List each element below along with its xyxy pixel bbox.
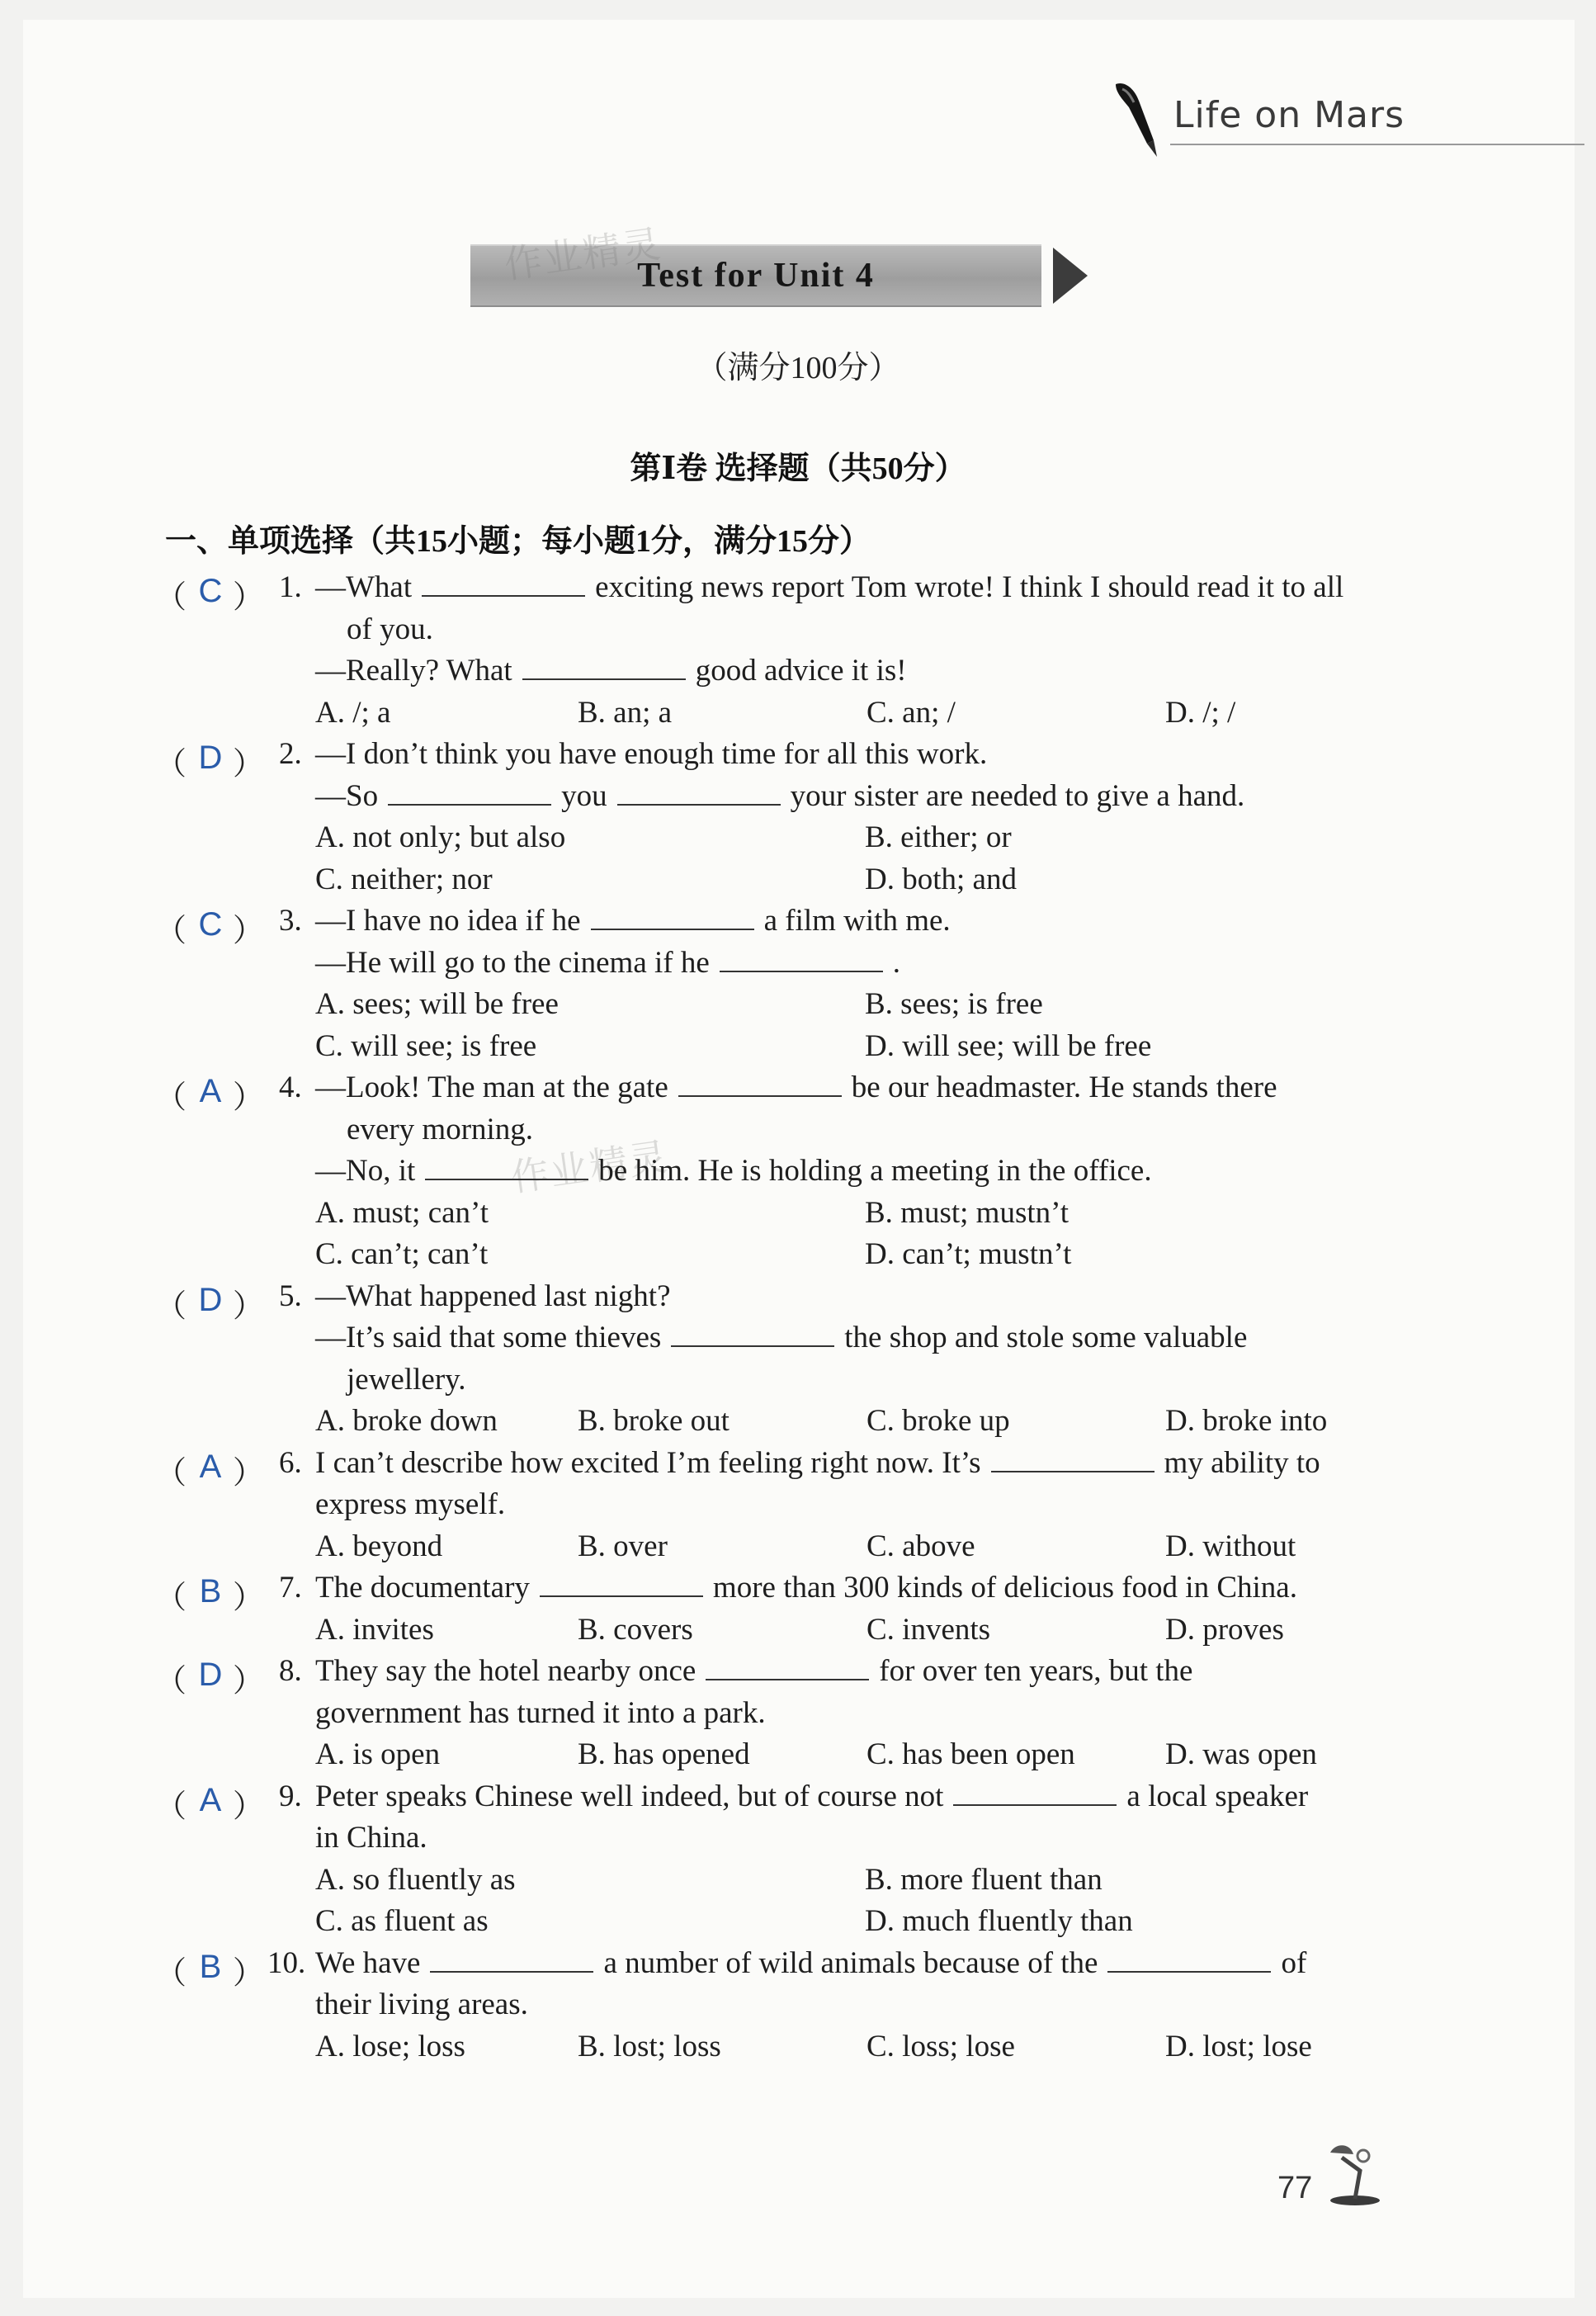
question-text: good advice it is! bbox=[695, 654, 907, 688]
question-text: in China. bbox=[315, 1821, 427, 1855]
answer-blank bbox=[422, 570, 585, 597]
question-number: 4. bbox=[279, 1071, 302, 1104]
answer-blank bbox=[678, 1071, 842, 1097]
question-line bbox=[315, 903, 951, 939]
question-text: —He will go to the cinema if he bbox=[315, 945, 710, 980]
question-text: —What bbox=[315, 570, 413, 604]
option-a: A. is open bbox=[315, 1737, 441, 1771]
answer-blank bbox=[1107, 1946, 1271, 1973]
question-text: —Really? What bbox=[315, 654, 512, 688]
option-c: C. invents bbox=[866, 1612, 991, 1647]
answer-letter: B bbox=[199, 1573, 222, 1609]
answer-paren-open: （ bbox=[155, 1080, 187, 1115]
option-b: B. sees; is free bbox=[865, 987, 1043, 1021]
option-d: D. proves bbox=[1165, 1612, 1284, 1647]
question-line bbox=[347, 1112, 533, 1148]
answer-blank bbox=[430, 1946, 593, 1973]
option-b: B. broke out bbox=[578, 1404, 730, 1438]
option-d: D. /; / bbox=[1165, 695, 1236, 730]
answer-blank bbox=[388, 779, 551, 806]
question-text: your sister are needed to give a hand. bbox=[790, 778, 1245, 813]
question-text: . bbox=[892, 945, 901, 980]
question-line bbox=[315, 1987, 528, 2023]
answer-blank bbox=[953, 1780, 1117, 1806]
option-c: C. will see; is free bbox=[315, 1028, 537, 1063]
question-number: 9. bbox=[279, 1779, 302, 1813]
question-text: for over ten years, but the bbox=[879, 1654, 1193, 1688]
question-text: of bbox=[1281, 1945, 1307, 1980]
page-header bbox=[1106, 79, 1584, 154]
desk-lamp-icon bbox=[1322, 2141, 1388, 2207]
fountain-pen-icon bbox=[1106, 79, 1164, 160]
watermark: 作业精灵 bbox=[501, 220, 665, 288]
answer-paren-close: ） bbox=[233, 1288, 265, 1324]
answer-blank bbox=[591, 904, 754, 930]
answer-paren-open: （ bbox=[155, 1581, 187, 1615]
question-line bbox=[315, 1153, 1152, 1189]
option-d: D. can’t; mustn’t bbox=[865, 1237, 1072, 1271]
question-text: —I don’t think you have enough time for all this work. bbox=[315, 737, 988, 771]
question-line bbox=[315, 1486, 505, 1523]
question-line bbox=[315, 778, 1244, 815]
question-text: —It’s said that some thieves bbox=[315, 1321, 662, 1354]
question-line bbox=[315, 653, 907, 689]
option-a: A. must; can’t bbox=[315, 1195, 489, 1230]
option-b: B. over bbox=[578, 1529, 668, 1563]
answer-paren-close: ） bbox=[233, 1455, 265, 1491]
option-b: B. has opened bbox=[578, 1737, 750, 1771]
answer-letter: D bbox=[198, 1281, 223, 1318]
option-c: C. loss; lose bbox=[866, 2029, 1015, 2063]
answer-letter: C bbox=[198, 573, 223, 609]
answer-paren-close: ） bbox=[233, 580, 265, 615]
option-c: C. neither; nor bbox=[315, 862, 493, 896]
answer-letter: A bbox=[199, 1073, 222, 1109]
question-number: 8. bbox=[279, 1654, 302, 1688]
question-text: every morning. bbox=[347, 1112, 534, 1146]
question-text: be our headmaster. He stands there bbox=[851, 1071, 1277, 1104]
answer-blank bbox=[706, 1654, 869, 1680]
answer-blank bbox=[991, 1446, 1155, 1472]
question-text: of you. bbox=[347, 612, 433, 646]
header-rule bbox=[1170, 144, 1584, 145]
question-text: you bbox=[561, 778, 607, 813]
option-d: D. much fluently than bbox=[865, 1904, 1133, 1938]
question-text: their living areas. bbox=[315, 1988, 528, 2021]
answer-letter: D bbox=[198, 1657, 223, 1693]
test-title: Test for Unit 4 bbox=[637, 257, 875, 295]
question-number: 10. bbox=[267, 1945, 306, 1980]
option-b: B. an; a bbox=[578, 695, 673, 730]
question-text: —So bbox=[315, 778, 379, 813]
answer-paren-close: ） bbox=[233, 914, 265, 948]
question-text: a film with me. bbox=[763, 904, 951, 938]
option-c: C. as fluent as bbox=[315, 1904, 489, 1938]
question-number: 6. bbox=[279, 1445, 302, 1480]
answer-paren-close: ） bbox=[233, 1955, 265, 1991]
header-title: Life on Mars bbox=[1173, 94, 1405, 136]
answer-blank bbox=[425, 1154, 588, 1180]
question-line bbox=[315, 1945, 1306, 1982]
answer-paren-close: ） bbox=[233, 747, 265, 782]
option-d: D. lost; lose bbox=[1165, 2029, 1312, 2063]
answer-paren-open: （ bbox=[155, 580, 187, 615]
option-d: D. will see; will be free bbox=[865, 1028, 1152, 1063]
banner-arrow-icon bbox=[1053, 248, 1088, 304]
question-text: government has turned it into a park. bbox=[315, 1695, 766, 1730]
question-line bbox=[347, 1362, 466, 1398]
answer-paren-close: ） bbox=[233, 1080, 265, 1115]
option-c: C. an; / bbox=[866, 695, 956, 730]
question-text: I can’t describe how excited I’m feeling right now. It’s bbox=[315, 1445, 981, 1480]
option-c: C. has been open bbox=[866, 1737, 1075, 1771]
question-text: a number of wild animals because of the bbox=[603, 1945, 1098, 1980]
question-text: exciting news report Tom wrote! I think I should read it to all bbox=[595, 570, 1344, 604]
answer-blank bbox=[522, 654, 686, 680]
page-number: 77 bbox=[1277, 2171, 1313, 2205]
question-text: —Look! The man at the gate bbox=[315, 1071, 668, 1104]
question-line bbox=[347, 612, 433, 648]
option-a: A. beyond bbox=[315, 1529, 443, 1563]
question-line bbox=[315, 1653, 1192, 1690]
question-line bbox=[315, 945, 900, 981]
answer-blank bbox=[617, 779, 781, 806]
question-line bbox=[315, 1445, 1320, 1482]
question-text: We have bbox=[315, 1945, 421, 1980]
question-number: 3. bbox=[279, 904, 302, 938]
answer-paren-open: （ bbox=[155, 1288, 187, 1324]
option-b: B. lost; loss bbox=[578, 2029, 721, 2063]
option-c: C. broke up bbox=[866, 1404, 1010, 1438]
question-line bbox=[315, 1695, 766, 1732]
question-number: 1. bbox=[279, 570, 302, 604]
option-d: D. was open bbox=[1165, 1737, 1317, 1771]
question-line bbox=[315, 1779, 1308, 1815]
answer-paren-close: ） bbox=[233, 1789, 265, 1824]
option-d: D. both; and bbox=[865, 862, 1017, 896]
answer-paren-open: （ bbox=[155, 914, 187, 948]
answer-letter: B bbox=[199, 1948, 222, 1985]
question-text: express myself. bbox=[315, 1487, 506, 1521]
question-number: 5. bbox=[279, 1279, 302, 1313]
question-line bbox=[315, 1279, 671, 1315]
question-line bbox=[315, 1070, 1277, 1106]
question-line bbox=[315, 1570, 1297, 1606]
answer-paren-open: （ bbox=[155, 1955, 187, 1991]
answer-letter: A bbox=[199, 1448, 222, 1485]
option-a: A. invites bbox=[315, 1612, 434, 1647]
option-a: A. lose; loss bbox=[315, 2029, 465, 2063]
option-b: B. more fluent than bbox=[865, 1862, 1103, 1897]
question-text: the shop and stole some valuable bbox=[844, 1321, 1248, 1354]
question-line bbox=[315, 736, 987, 773]
question-text: my ability to bbox=[1164, 1445, 1320, 1480]
question-text: They say the hotel nearby once bbox=[315, 1654, 696, 1688]
question-text: jewellery. bbox=[347, 1362, 466, 1397]
answer-blank bbox=[720, 946, 883, 972]
answer-paren-close: ） bbox=[233, 1581, 265, 1615]
answer-blank bbox=[671, 1321, 834, 1347]
question-text: be him. He is holding a meeting in the office. bbox=[598, 1154, 1152, 1188]
option-d: D. broke into bbox=[1165, 1404, 1328, 1438]
question-number: 2. bbox=[279, 737, 302, 771]
answer-letter: A bbox=[199, 1781, 222, 1818]
answer-blank bbox=[540, 1571, 703, 1597]
option-a: A. broke down bbox=[315, 1404, 498, 1438]
option-a: A. /; a bbox=[315, 695, 391, 730]
option-b: B. must; mustn’t bbox=[865, 1195, 1070, 1230]
question-text: —I have no idea if he bbox=[315, 904, 581, 938]
option-b: B. either; or bbox=[865, 820, 1012, 854]
option-b: B. covers bbox=[578, 1612, 693, 1647]
section-title: 一、单项选择（共15小题；每小题1分，满分15分） bbox=[165, 524, 871, 559]
option-a: A. so fluently as bbox=[315, 1862, 516, 1897]
question-line bbox=[315, 570, 1343, 606]
option-a: A. not only; but also bbox=[315, 820, 566, 854]
answer-paren-open: （ bbox=[155, 1789, 187, 1824]
question-text: Peter speaks Chinese well indeed, but of course not bbox=[315, 1779, 944, 1813]
part-title: 第Ⅰ卷 选择题（共50分） bbox=[630, 451, 966, 486]
question-text: —No, it bbox=[315, 1154, 416, 1188]
answer-letter: C bbox=[198, 906, 223, 943]
watermark: 作业精灵 bbox=[508, 1133, 672, 1201]
question-line bbox=[315, 1320, 1247, 1356]
answer-paren-open: （ bbox=[155, 747, 187, 782]
option-c: C. above bbox=[866, 1529, 975, 1563]
question-number: 7. bbox=[279, 1571, 302, 1605]
option-d: D. without bbox=[1165, 1529, 1296, 1563]
answer-letter: D bbox=[198, 740, 223, 776]
question-text: more than 300 kinds of delicious food in China. bbox=[712, 1571, 1297, 1605]
question-line bbox=[315, 1820, 427, 1856]
option-c: C. can’t; can’t bbox=[315, 1237, 489, 1271]
answer-paren-open: （ bbox=[155, 1664, 187, 1699]
full-score: （满分100分） bbox=[696, 351, 900, 385]
option-a: A. sees; will be free bbox=[315, 987, 559, 1021]
answer-paren-close: ） bbox=[233, 1664, 265, 1699]
question-text: —What happened last night? bbox=[315, 1279, 671, 1313]
question-text: The documentary bbox=[315, 1571, 530, 1605]
question-text: a local speaker bbox=[1126, 1779, 1309, 1813]
answer-paren-open: （ bbox=[155, 1455, 187, 1491]
